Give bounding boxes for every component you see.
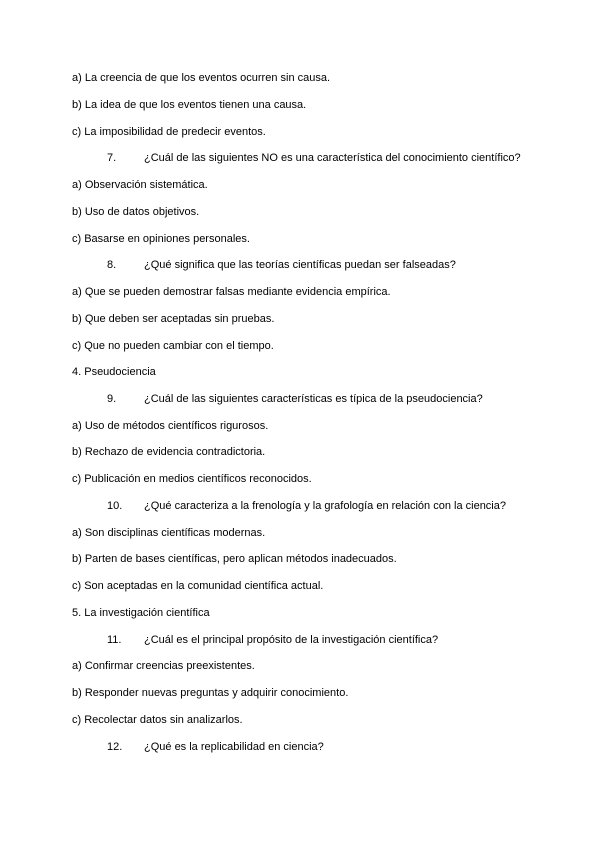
answer-option: a) Observación sistemática. (72, 179, 208, 191)
answer-option: a) La creencia de que los eventos ocurren sin causa. (72, 72, 331, 84)
question-number: 7. (107, 152, 117, 164)
answer-option: a) Uso de métodos científicos rigurosos. (72, 420, 269, 432)
answer-option: c) Basarse en opiniones personales. (72, 233, 250, 245)
answer-option: c) Publicación en medios científicos reconocidos. (72, 473, 312, 485)
question-number: 11. (107, 634, 122, 646)
answer-option: a) Que se pueden demostrar falsas mediante evidencia empírica. (72, 286, 391, 298)
question-9 (107, 392, 483, 406)
answer-option: b) Que deben ser aceptadas sin pruebas. (72, 313, 275, 325)
answer-option: a) Confirmar creencias preexistentes. (72, 660, 255, 672)
answer-option: b) Uso de datos objetivos. (72, 206, 200, 218)
question-text: ¿Qué caracteriza a la frenología y la grafología en relación con la ciencia? (144, 500, 506, 512)
question-number: 10. (107, 500, 123, 512)
answer-option: c) La imposibilidad de predecir eventos. (72, 126, 266, 138)
section-heading: 4. Pseudociencia (72, 366, 156, 378)
question-text: ¿Cuál es el principal propósito de la investigación científica? (144, 634, 439, 646)
question-number: 9. (107, 393, 117, 405)
answer-option: c) Que no pueden cambiar con el tiempo. (72, 340, 274, 352)
question-number: 8. (107, 259, 117, 271)
question-text: ¿Cuál de las siguientes características es típica de la pseudociencia? (144, 393, 483, 405)
question-text: ¿Qué es la replicabilidad en ciencia? (144, 741, 324, 753)
answer-option: b) Responder nuevas preguntas y adquirir conocimiento. (72, 687, 349, 699)
question-text: ¿Qué significa que las teorías científicas puedan ser falseadas? (144, 259, 456, 271)
answer-option: b) La idea de que los eventos tienen una causa. (72, 99, 307, 111)
question-8 (107, 258, 456, 272)
question-text: ¿Cuál de las siguientes NO es una característica del conocimiento científico? (144, 152, 521, 164)
question-12 (107, 740, 324, 754)
question-11 (107, 633, 438, 647)
answer-option: c) Recolectar datos sin analizarlos. (72, 714, 243, 726)
question-10 (107, 499, 506, 513)
section-heading: 5. La investigación científica (72, 607, 210, 619)
answer-option: b) Rechazo de evidencia contradictoria. (72, 446, 266, 458)
question-7 (107, 151, 521, 165)
answer-option: a) Son disciplinas científicas modernas. (72, 527, 266, 539)
answer-option: b) Parten de bases científicas, pero aplican métodos inadecuados. (72, 553, 397, 565)
question-number: 12. (107, 741, 123, 753)
answer-option: c) Son aceptadas en la comunidad científica actual. (72, 580, 324, 592)
